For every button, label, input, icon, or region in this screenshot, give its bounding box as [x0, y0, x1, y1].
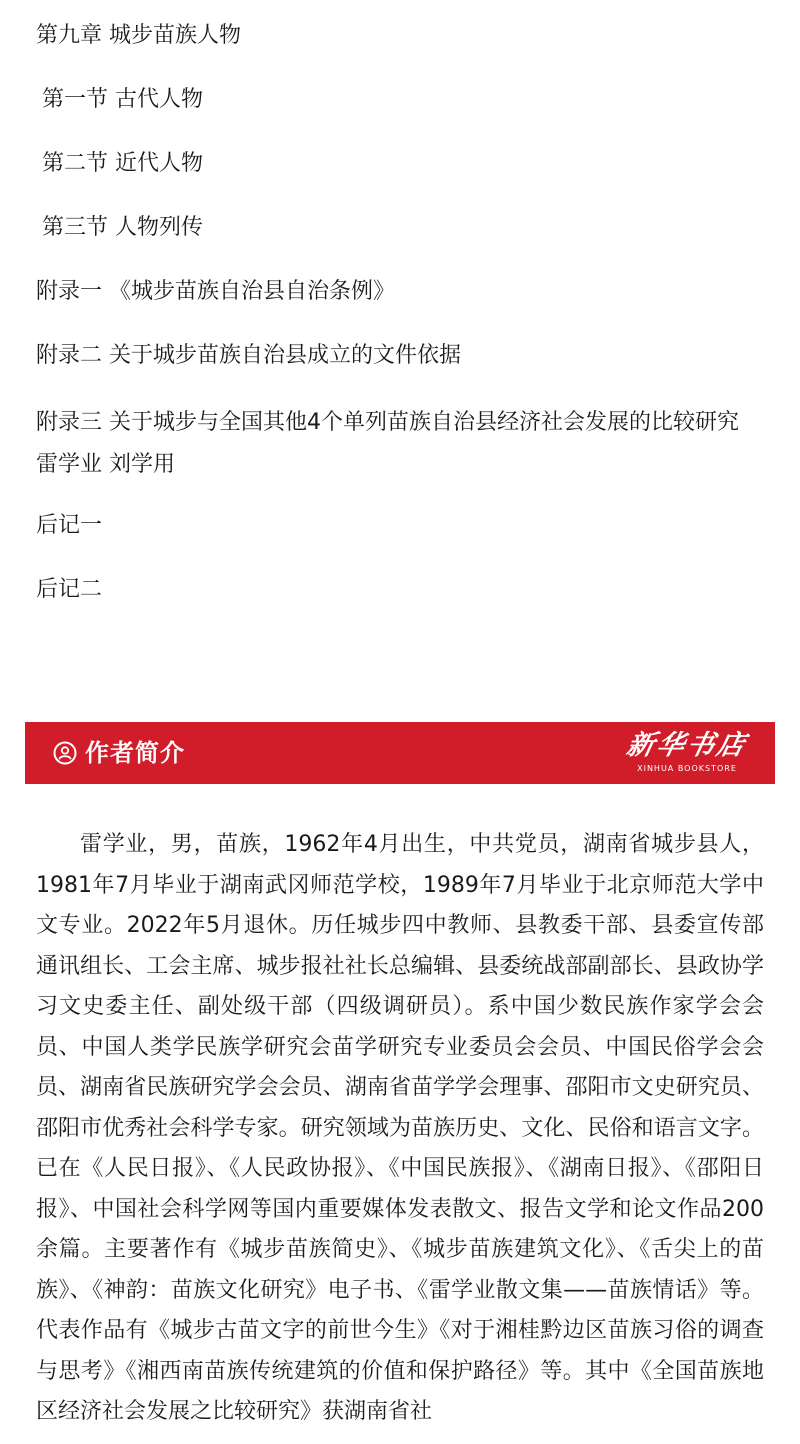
banner-title: 作者简介	[85, 739, 185, 767]
toc-appendix-3: 附录三 关于城步与全国其他4个单列苗族自治县经济社会发展的比较研究 雷学业 刘学用	[36, 410, 739, 477]
toc-section-2: 第二节 近代人物	[42, 151, 203, 176]
toc-section-3: 第三节 人物列传	[42, 215, 203, 240]
brand-chinese: 新华书店	[623, 730, 751, 761]
user-circle-icon	[53, 741, 77, 765]
author-bio-paragraph: 雷学业，男，苗族，1962年4月出生，中共党员，湖南省城步县人，1981年7月毕业于湖南武冈师范学校，1989年7月毕业于北京师范大学中文专业。2022年5月退休。历任城步四中教师、县教委干部、县委宣传部通讯组长、工会主席、城步报社社长总编辑、县委统战部副部长、县政协学习文史委主任、副处级干部（四级调研员）。系中国少数民族作家学会会员、中国人类学民族学研究会苗学研究专业委员会会员、中国民俗学会会员、湖南省民族研究学会会员、湖南省苗学学会理事、邵阳市文史研究员、邵阳市优秀社会科学专家。研究领域为苗族历史、文化、民俗和语言文字。已在《人民日报》、《人民政协报》、《中国民族报》、《湖南日报》、《邵阳日报》、中国社会科学网等国内重要媒体发表散文、报告文学和论文作品200余篇。主要著作有《城步苗族简史》、《城步苗族建筑文化》、《舌尖上的苗族》、《神韵：苗族文化研究》电子书、《雷学业散文集——苗族情话》等。代表作品有《城步古苗文字的前世今生》《对于湘桂黔边区苗族习俗的调查与思考》《湘西南苗族传统建筑的价值和保护路径》等。其中《全国苗族地区经济社会发展之比较研究》获湖南省社	[36, 832, 764, 1424]
toc-postscript-1: 后记一	[36, 513, 103, 538]
author-intro-banner	[25, 722, 775, 784]
table-of-contents	[36, 18, 766, 636]
toc-postscript-2: 后记二	[36, 577, 103, 602]
toc-appendix-2: 附录二 关于城步苗族自治县成立的文件依据	[36, 343, 461, 368]
toc-chapter-9: 第九章 城步苗族人物	[36, 23, 241, 48]
brand-english: XINHUA BOOKSTORE	[637, 764, 737, 773]
toc-section-1: 第一节 古代人物	[42, 87, 203, 112]
xinhua-bookstore-logo	[623, 730, 751, 774]
toc-appendix-1: 附录一 《城步苗族自治县自治条例》	[36, 279, 395, 304]
